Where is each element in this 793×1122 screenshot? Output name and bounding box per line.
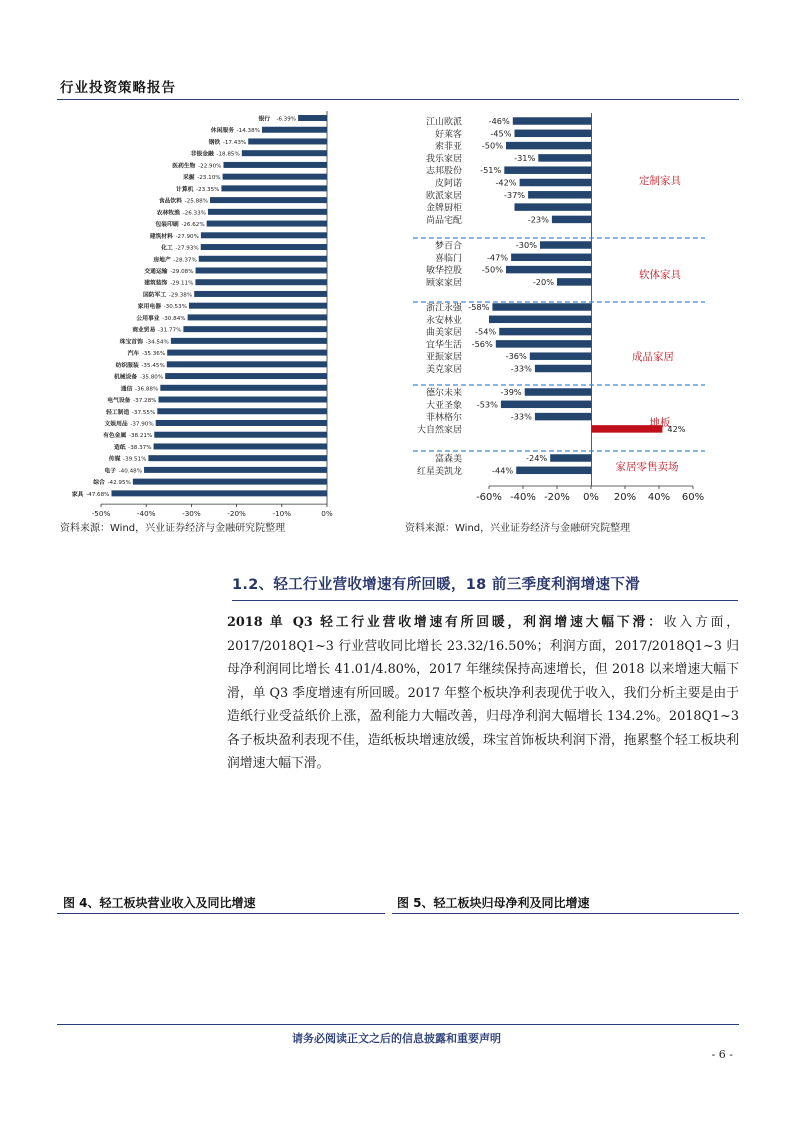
value-label-30: -40.48% — [118, 468, 143, 475]
bar-32 — [111, 490, 327, 496]
figure-5-rule — [392, 913, 739, 914]
value-label-16: -56% — [471, 338, 493, 349]
value-label-18: -31.77% — [158, 327, 182, 334]
value-label-9: -30% — [515, 240, 537, 250]
category-label-32: 家具 — [71, 491, 84, 498]
category-label-2: 索菲亚 — [434, 142, 462, 153]
group-label-1: 软体家具 — [639, 269, 681, 281]
category-label-14: 建筑装饰 — [144, 280, 168, 287]
bar-11 — [506, 266, 592, 274]
category-label-2: 钢铁 — [208, 139, 221, 146]
bar-13 — [492, 303, 591, 311]
value-label-12: -20% — [532, 276, 554, 287]
x-tick-label-5: 0% — [321, 509, 333, 519]
bar-23 — [550, 454, 591, 462]
footer-divider — [57, 1024, 739, 1025]
value-label-0: -6.39% — [276, 116, 297, 123]
value-label-20: -53% — [476, 399, 498, 410]
x-tick-label-1: -40% — [510, 492, 536, 503]
category-label-9: 包装印刷 — [155, 222, 179, 229]
category-label-3: 我乐家居 — [425, 154, 462, 165]
bar-8 — [552, 216, 592, 224]
value-label-1: -14.38% — [236, 128, 261, 135]
category-label-13: 交通运输 — [144, 268, 168, 275]
bar-1 — [515, 130, 592, 138]
category-label-21: 纺织服装 — [115, 362, 139, 369]
category-label-1: 好莱客 — [434, 129, 462, 140]
bar-3 — [538, 154, 591, 162]
bar-13 — [196, 267, 327, 273]
bar-9 — [207, 221, 327, 227]
bar-31 — [133, 479, 327, 485]
category-label-8: 农林牧渔 — [156, 210, 180, 217]
paragraph-lead: 2018 单 Q3 轻工行业营收增速有所回暖，利润增速大幅下滑： — [227, 615, 664, 630]
category-label-18: 美克家居 — [425, 365, 462, 375]
value-label-17: -30.84% — [162, 315, 186, 322]
bar-30 — [144, 467, 327, 473]
category-label-29: 传媒 — [108, 456, 121, 463]
x-tick-label-4: 20% — [613, 492, 637, 503]
x-tick-label-1: -40% — [136, 509, 156, 519]
group-label-4: 家居零售卖场 — [615, 461, 679, 473]
figure-5-title: 图 5、轻工板块归母净利及同比增速 — [397, 896, 590, 910]
industry-returns-chart — [57, 108, 357, 519]
value-label-1: -45% — [490, 128, 512, 139]
bar-11 — [201, 244, 327, 250]
category-label-27: 有色金属 — [103, 433, 127, 440]
bar-28 — [154, 443, 327, 449]
value-label-0: -46% — [488, 116, 510, 126]
value-label-23: -24% — [526, 453, 548, 463]
bar-14 — [195, 279, 327, 285]
bar-25 — [157, 408, 327, 414]
category-label-10: 喜临门 — [434, 253, 462, 264]
bar-20 — [167, 350, 327, 356]
category-label-26: 文娱用品 — [104, 421, 128, 428]
value-label-11: -50% — [481, 264, 503, 275]
x-tick-label-2: -20% — [544, 492, 570, 503]
category-label-23: 富森美 — [434, 454, 462, 465]
value-label-13: -58% — [468, 302, 490, 312]
category-label-20: 大亚圣象 — [425, 400, 462, 411]
x-tick-label-0: -50% — [91, 509, 111, 519]
header-divider — [57, 99, 739, 100]
value-label-25: -37.55% — [131, 409, 156, 416]
category-label-25: 轻工制造 — [106, 409, 130, 416]
value-label-19: -39% — [500, 387, 522, 397]
category-label-17: 公用事业 — [136, 315, 160, 322]
value-label-16: -30.53% — [163, 304, 188, 311]
category-label-14: 永安林业 — [425, 315, 462, 326]
category-label-22: 大自然家居 — [416, 425, 462, 436]
x-tick-label-6: 60% — [681, 492, 705, 503]
bar-2 — [248, 138, 327, 144]
bar-6 — [221, 185, 327, 191]
category-label-20: 汽车 — [127, 351, 140, 358]
bar-7 — [210, 197, 327, 203]
bar-0 — [513, 117, 592, 125]
value-label-15: -29.38% — [168, 292, 193, 299]
bar-4 — [504, 166, 591, 174]
section-title: 1.2、轻工行业营收增速有所回暖，18 前三季度利润增速下滑 — [232, 573, 738, 601]
bar-27 — [154, 432, 327, 438]
value-label-29: -39.51% — [123, 456, 147, 463]
value-label-6: -23.35% — [196, 186, 220, 193]
home-furnishing-stocks-chart — [405, 108, 740, 513]
value-label-4: -22.90% — [198, 163, 222, 170]
category-label-11: 敏华控股 — [425, 266, 462, 277]
group-label-0: 定制家具 — [639, 175, 681, 187]
bar-5 — [223, 174, 327, 180]
category-label-24: 电气设备 — [107, 398, 131, 405]
value-label-28: -38.37% — [128, 444, 152, 451]
x-tick-label-4: -10% — [272, 509, 292, 519]
section-heading-block — [232, 573, 738, 601]
bar-15 — [194, 291, 327, 297]
category-label-8: 尚品宅配 — [425, 215, 462, 226]
category-label-12: 房地产 — [153, 257, 171, 264]
value-label-15: -54% — [475, 326, 497, 337]
category-label-15: 国防军工 — [142, 292, 167, 299]
category-label-0: 江山欧派 — [425, 117, 462, 128]
category-label-17: 亚振家居 — [425, 352, 462, 363]
category-label-7: 食品饮料 — [158, 198, 183, 205]
bar-17 — [188, 314, 327, 320]
bar-29 — [148, 455, 327, 461]
value-label-6: -37% — [503, 189, 526, 200]
value-label-8: -23% — [527, 214, 549, 225]
value-label-5: -23.10% — [197, 175, 221, 182]
bar-8 — [208, 209, 327, 215]
category-label-4: 医药生物 — [172, 163, 196, 170]
left-chart-source: 资料来源：Wind，兴业证券经济与金融研究院整理 — [60, 523, 286, 534]
bar-19 — [171, 338, 327, 344]
value-label-2: -50% — [481, 140, 503, 151]
bar-23 — [160, 385, 327, 391]
bar-14 — [489, 316, 592, 324]
category-label-23: 通信 — [120, 386, 133, 393]
figure-4-rule — [57, 913, 385, 914]
bar-24 — [158, 397, 327, 403]
category-label-6: 欧派家居 — [425, 191, 462, 202]
category-label-16: 家用电器 — [137, 304, 162, 311]
page-number: - 6 - — [711, 1048, 733, 1061]
value-label-14: -29.11% — [170, 280, 194, 287]
x-tick-label-5: 40% — [647, 492, 671, 503]
category-label-31: 综合 — [93, 480, 105, 487]
value-label-17: -36% — [505, 351, 527, 362]
category-label-0: 银行 — [258, 116, 271, 123]
right-chart-source: 资料来源：Wind，兴业证券经济与金融研究院整理 — [405, 523, 631, 534]
category-label-30: 电子 — [104, 468, 117, 475]
value-label-27: -38.21% — [128, 433, 153, 440]
category-label-16: 宜华生活 — [425, 340, 462, 351]
category-label-5: 皮阿诺 — [434, 179, 462, 189]
x-tick-label-0: -60% — [476, 492, 502, 503]
value-label-4: -51% — [480, 165, 502, 176]
bar-5 — [520, 179, 592, 187]
value-label-10: -27.90% — [175, 233, 199, 240]
category-label-21: 菲林格尔 — [425, 413, 462, 424]
value-label-7: -25.88% — [184, 198, 209, 205]
category-label-18: 商业贸易 — [132, 327, 156, 334]
value-label-31: -42.95% — [107, 480, 131, 487]
value-label-32: -47.68% — [86, 491, 110, 498]
group-label-2: 成品家居 — [632, 351, 674, 363]
category-label-10: 建筑材料 — [149, 233, 173, 240]
bar-0 — [298, 115, 327, 121]
category-label-3: 非银金融 — [190, 151, 214, 158]
value-label-23: -36.88% — [134, 386, 159, 393]
bar-18 — [183, 326, 327, 332]
bar-9 — [540, 241, 592, 249]
bar-26 — [156, 420, 327, 426]
value-label-20: -35.36% — [141, 351, 166, 358]
category-label-13: 浙江永强 — [425, 303, 462, 314]
value-label-11: -27.93% — [175, 245, 199, 252]
value-label-24: -37.28% — [133, 398, 157, 405]
paragraph-body: 收入方面，2017/2018Q1~3 行业营收同比增长 23.32/16.50%；利润方面，2017/2018Q1~3 归母净利润同比增长 41.01/4.80%，2017 年继续保持高速增长，但 2018 以来增速大幅下滑，单 Q3 季度增速有所回暖。2017 年整个板块净利表现优于收入，我们分析主要是由于造纸行业受益纸价上涨，盈利能力大幅改善，归母净利润大幅增长 134.2%。2018Q1~3 各子板块盈利表现不佳，造纸板块增速放缓，珠宝首饰板块利润下滑，拖累整个轻工板块利润增速大幅下滑。 — [227, 615, 739, 771]
category-label-1: 休闲服务 — [210, 128, 235, 135]
bar-18 — [535, 365, 592, 373]
category-label-11: 化工 — [161, 245, 173, 252]
bar-21 — [535, 413, 592, 421]
bar-16 — [496, 340, 592, 348]
value-label-19: -34.54% — [145, 339, 169, 346]
value-label-24: -44% — [492, 465, 514, 476]
value-label-8: -26.33% — [182, 210, 206, 217]
category-label-19: 珠宝首饰 — [119, 339, 143, 346]
category-label-22: 机械设备 — [113, 374, 138, 381]
bar-22 — [165, 373, 327, 379]
bar-16 — [189, 303, 327, 309]
category-label-9: 梦百合 — [434, 241, 462, 252]
value-label-9: -26.62% — [181, 222, 205, 229]
report-header-title: 行业投资策略报告 — [60, 80, 176, 96]
category-label-12: 顾家家居 — [425, 278, 462, 289]
bar-1 — [262, 127, 327, 133]
bar-6 — [528, 191, 591, 199]
category-label-4: 志邦股份 — [425, 166, 462, 177]
bar-19 — [525, 388, 592, 396]
bar-3 — [242, 150, 327, 156]
bar-21 — [167, 361, 327, 367]
value-label-21: -33% — [510, 411, 532, 422]
bar-24 — [516, 467, 591, 475]
value-label-3: -31% — [514, 152, 536, 163]
category-label-7: 金牌厨柜 — [425, 203, 462, 214]
value-label-22: -35.80% — [139, 374, 164, 381]
value-label-21: -35.45% — [141, 362, 165, 369]
bar-17 — [530, 352, 592, 360]
x-tick-label-2: -30% — [182, 509, 201, 519]
bar-2 — [506, 142, 592, 150]
figure-4-title: 图 4、轻工板块营业收入及同比增速 — [63, 896, 256, 910]
bar-4 — [223, 162, 327, 168]
value-label-26: -37.90% — [130, 421, 154, 428]
category-label-15: 曲美家居 — [425, 328, 462, 339]
value-label-10: -47% — [486, 252, 509, 263]
value-label-13: -29.08% — [170, 268, 194, 275]
bar-12 — [199, 256, 327, 262]
category-label-19: 德尔未来 — [425, 388, 462, 399]
value-label-5: -42% — [495, 177, 517, 188]
bar-12 — [557, 278, 592, 286]
section-paragraph — [227, 611, 739, 776]
group-label-3: 地板 — [649, 417, 671, 429]
category-label-6: 计算机 — [176, 186, 194, 193]
bar-15 — [499, 328, 591, 336]
bar-20 — [501, 401, 592, 409]
value-label-22: 42% — [667, 423, 686, 434]
category-label-28: 造纸 — [113, 444, 126, 451]
category-label-24: 红星美凯龙 — [416, 466, 462, 477]
category-label-5: 采掘 — [182, 175, 195, 182]
value-label-3: -18.85% — [216, 151, 240, 158]
value-label-18: -33% — [510, 363, 532, 374]
disclaimer-notice: 请务必阅读正文之后的信息披露和重要声明 — [292, 1032, 501, 1045]
x-tick-label-3: 0% — [583, 492, 599, 503]
bar-7 — [515, 203, 592, 211]
x-tick-label-3: -20% — [227, 509, 246, 519]
value-label-12: -28.37% — [173, 257, 197, 264]
bar-10 — [201, 232, 327, 238]
value-label-2: -17.43% — [222, 139, 247, 146]
bar-10 — [511, 254, 591, 261]
